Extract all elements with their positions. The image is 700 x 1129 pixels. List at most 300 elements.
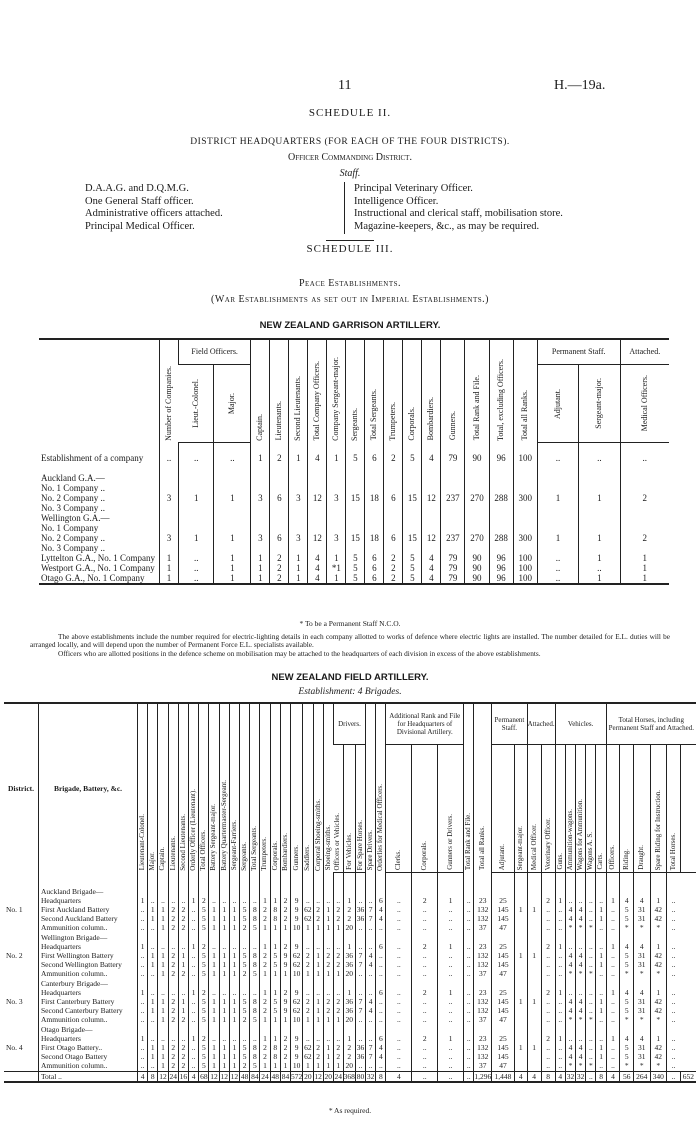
table-cell: 1 (158, 1015, 168, 1024)
row-label: Otago G.A., No. 1 Company (39, 573, 160, 584)
table-cell (270, 543, 289, 553)
column-header (303, 703, 313, 873)
district-cell (4, 933, 39, 942)
table-cell: .. (179, 443, 214, 473)
table-cell: .. (138, 905, 148, 914)
table-cell: 1 (179, 533, 214, 543)
table-cell: 5 (346, 563, 365, 573)
column-header (160, 339, 179, 443)
table-cell (666, 1025, 680, 1034)
table-cell: 2 (541, 942, 555, 951)
table-cell: 4 (620, 942, 634, 951)
table-cell (160, 503, 179, 513)
table-cell (289, 513, 308, 523)
table-cell: 1 (303, 1061, 313, 1071)
table-cell: 288 (489, 533, 513, 543)
table-cell: 4 (376, 1043, 386, 1052)
table-cell: .. (138, 1006, 148, 1015)
column-header-label: Clerks. (394, 849, 403, 870)
table-cell (465, 513, 489, 523)
table-cell (412, 933, 438, 942)
table-cell (514, 988, 527, 997)
district-cell (4, 942, 39, 951)
total-label: Total .. (39, 1071, 138, 1082)
table-cell (514, 1052, 527, 1061)
table-cell: 145 (492, 905, 515, 914)
table-cell (376, 933, 386, 942)
district-cell (4, 1071, 39, 1082)
table-cell: 10 (291, 1015, 303, 1024)
table-cell: .. (596, 988, 606, 997)
table-cell (386, 873, 412, 896)
table-cell: 1 (158, 969, 168, 978)
table-cell: 2 (168, 951, 178, 960)
table-cell: .. (366, 1061, 376, 1071)
table-cell: .. (189, 914, 199, 923)
table-cell (343, 979, 355, 988)
table-cell: 1 (260, 1015, 270, 1024)
table-cell: 1 (214, 563, 251, 573)
table-cell (489, 513, 513, 523)
column-header (565, 745, 575, 873)
table-cell: 1 (251, 573, 270, 584)
table-cell (289, 473, 308, 483)
table-cell: .. (586, 960, 596, 969)
table-cell: .. (138, 1015, 148, 1024)
column-header (634, 745, 650, 873)
table-cell: .. (541, 960, 555, 969)
table-cell: 6 (376, 988, 386, 997)
table-cell: 4 (565, 960, 575, 969)
column-header-label: Battery Sergeant-major. (209, 803, 218, 871)
table-cell (513, 473, 537, 483)
table-cell (441, 483, 465, 493)
table-cell: .. (333, 988, 343, 997)
table-cell (160, 543, 179, 553)
total-cell: 20 (324, 1071, 333, 1081)
table-cell: 9 (291, 905, 303, 914)
table-cell: .. (555, 969, 565, 978)
table-cell: .. (464, 1015, 474, 1024)
table-cell: 37 (474, 969, 492, 978)
table-cell: 2 (199, 942, 209, 951)
table-cell (365, 503, 384, 513)
table-cell (527, 942, 541, 951)
table-cell: .. (229, 942, 239, 951)
district-cell (4, 1052, 39, 1061)
table-cell: .. (178, 1034, 188, 1043)
table-cell: .. (138, 960, 148, 969)
column-header-label: Number of Companies. (164, 365, 173, 441)
table-cell: .. (606, 1052, 620, 1061)
total-cell: 32 (566, 1071, 575, 1081)
table-cell: 8 (270, 1052, 280, 1061)
row-label: No. 1 Company (41, 522, 99, 533)
table-cell: .. (240, 896, 250, 905)
table-cell (513, 543, 537, 553)
table-cell: .. (606, 923, 620, 932)
table-cell: .. (666, 988, 680, 997)
table-cell (333, 873, 343, 896)
table-cell: 1 (313, 960, 323, 969)
table-cell: 1 (537, 493, 578, 503)
table-cell: 2 (260, 914, 270, 923)
table-cell: .. (464, 942, 474, 951)
table-cell (422, 513, 441, 523)
column-header-label: Riding. (622, 849, 631, 870)
table-cell: 90 (465, 563, 489, 573)
table-cell: 23 (474, 1034, 492, 1043)
column-header-label: Total, excluding Officers. (496, 358, 506, 441)
table-cell: 1 (158, 914, 168, 923)
table-cell: 1 (158, 905, 168, 914)
table-cell (386, 1025, 412, 1034)
table-cell: .. (464, 896, 474, 905)
table-cell: .. (555, 1052, 565, 1061)
column-header-label: Major. (148, 852, 157, 871)
column-header (620, 745, 634, 873)
table-cell: 5 (620, 960, 634, 969)
table-cell: 36 (356, 914, 365, 924)
table-cell (555, 1025, 565, 1034)
column-header (168, 703, 178, 873)
table-cell: 1 (214, 533, 251, 543)
table-cell (179, 503, 214, 513)
table-cell: .. (606, 969, 620, 978)
table-cell: .. (376, 951, 386, 960)
table-cell: .. (219, 896, 229, 905)
table-cell: 1 (323, 914, 333, 923)
table-cell: * (650, 1061, 666, 1071)
table-cell: 1 (178, 960, 188, 969)
table-cell (313, 1025, 323, 1034)
table-cell: 1 (138, 988, 148, 997)
table-cell: 36 (356, 904, 365, 914)
table-cell: 1 (343, 942, 355, 951)
table-cell (620, 543, 669, 553)
column-header-label: Total Officers. (199, 829, 208, 871)
table-cell: 1 (178, 951, 188, 960)
garrison-note-1: The above establishments include the number required for electric-lighting details in each company allotted to works of defence where electric lights are installed. The number detailed for E.L. duties will be arranged locally, and will depend upon the number of Permanent Force E.L. specialists available. (30, 632, 670, 650)
table-cell: .. (386, 1043, 412, 1052)
table-cell: 62 (291, 951, 303, 960)
table-cell: * (565, 1061, 575, 1071)
table-cell: 15 (346, 533, 365, 543)
table-cell: 1 (229, 905, 239, 914)
table-cell: 1 (260, 942, 270, 951)
table-cell: .. (250, 988, 260, 997)
table-cell: 145 (492, 997, 515, 1006)
column-header-label: Carts. (596, 853, 605, 870)
table-cell: .. (606, 1061, 620, 1071)
table-row (4, 933, 696, 942)
table-cell: 1 (260, 896, 270, 905)
table-cell (346, 543, 365, 553)
table-cell (634, 873, 650, 896)
table-cell: 1 (323, 1061, 333, 1071)
column-header (489, 339, 513, 443)
total-row (4, 1071, 696, 1082)
table-cell (634, 933, 650, 942)
table-cell (464, 979, 474, 988)
table-cell: 1 (209, 923, 219, 932)
column-header (586, 745, 596, 873)
table-row (4, 1034, 696, 1043)
table-cell: 2 (199, 988, 209, 997)
table-cell: .. (412, 1015, 438, 1024)
table-cell: 79 (441, 563, 465, 573)
table-cell: .. (464, 1061, 474, 1071)
table-cell: .. (323, 988, 333, 997)
table-cell: 1 (214, 493, 251, 503)
column-header (555, 745, 565, 873)
table-cell: .. (666, 969, 680, 978)
total-cell: .. (586, 1071, 596, 1082)
table-cell: 4 (620, 988, 634, 997)
table-cell: * (650, 1015, 666, 1024)
table-cell: 6 (365, 553, 384, 563)
total-cell: 24 (169, 1071, 177, 1081)
total-cell: 1,448 (492, 1071, 515, 1082)
table-cell: .. (138, 1043, 148, 1052)
table-cell: 2 (412, 988, 438, 997)
table-cell: 6 (270, 533, 289, 543)
table-cell: 1 (323, 923, 333, 932)
total-cell: 368 (343, 1071, 355, 1081)
table-row (4, 988, 696, 997)
table-cell: 1 (148, 1052, 158, 1061)
table-cell: 2 (168, 1061, 178, 1071)
table-cell: 3 (289, 493, 308, 503)
table-cell: 1 (596, 951, 606, 960)
table-cell (214, 473, 251, 483)
table-cell: 8 (270, 905, 280, 914)
table-cell (199, 873, 209, 896)
table-cell: 1 (596, 914, 606, 923)
table-cell: 1 (514, 905, 527, 914)
table-cell: 20 (343, 1061, 355, 1071)
total-cell: 24 (261, 1071, 269, 1081)
table-cell (148, 979, 158, 988)
table-cell (280, 979, 290, 988)
table-row (39, 483, 669, 493)
column-header-label: Officers. (608, 845, 617, 870)
table-cell: 1 (438, 896, 464, 905)
table-cell: 5 (199, 1052, 209, 1061)
table-cell: 62 (304, 1042, 312, 1052)
table-cell: 4 (308, 563, 327, 573)
table-cell: .. (160, 443, 179, 473)
table-cell: 4 (422, 553, 441, 563)
table-cell: .. (240, 1034, 250, 1043)
table-cell: .. (219, 988, 229, 997)
table-cell: 1 (160, 553, 179, 563)
table-cell (313, 873, 323, 896)
table-cell: 5 (250, 969, 260, 978)
table-cell: .. (438, 914, 464, 923)
table-cell: 1 (219, 997, 229, 1006)
table-cell: .. (412, 997, 438, 1006)
table-cell: .. (158, 942, 168, 951)
table-cell: 1 (555, 896, 565, 905)
table-cell: 2 (343, 905, 355, 914)
table-cell: 8 (250, 905, 260, 914)
table-cell: .. (555, 914, 565, 923)
column-header (438, 745, 464, 873)
table-cell (291, 933, 303, 942)
table-cell: .. (596, 923, 606, 932)
table-cell: 2 (168, 960, 178, 969)
table-cell (355, 979, 365, 988)
table-cell: .. (376, 1015, 386, 1024)
table-cell: 8 (250, 997, 260, 1006)
table-cell (179, 473, 214, 483)
column-header (209, 703, 219, 873)
table-cell: .. (386, 923, 412, 932)
table-cell (474, 979, 492, 988)
table-cell (586, 1025, 596, 1034)
table-cell: .. (596, 1015, 606, 1024)
table-cell: 1 (138, 896, 148, 905)
table-cell (465, 503, 489, 513)
table-cell: 1 (270, 969, 280, 978)
table-cell: 2 (620, 493, 669, 503)
column-header-label: Total Company Officers. (312, 361, 322, 441)
table-row (39, 553, 669, 563)
table-cell: .. (438, 1052, 464, 1061)
total-cell: 32 (366, 1071, 375, 1081)
table-cell: 47 (492, 1015, 515, 1024)
table-cell: .. (333, 1034, 343, 1043)
table-cell: 9 (280, 1006, 290, 1015)
district-cell: No. 4 (6, 1042, 23, 1052)
table-cell: .. (386, 1015, 412, 1024)
table-cell: 8 (250, 1052, 260, 1061)
column-header-label: Gunners. (292, 845, 301, 871)
table-cell: .. (189, 1052, 199, 1061)
column-header-label: Guns. (555, 853, 564, 870)
table-cell: 1 (343, 896, 355, 905)
district-cell (4, 979, 39, 988)
table-cell (492, 979, 515, 988)
column-header (620, 365, 669, 443)
table-cell (366, 1025, 376, 1034)
table-cell: 6 (384, 493, 403, 503)
table-cell: .. (148, 1015, 158, 1024)
table-cell (323, 1025, 333, 1034)
table-cell: 4 (576, 997, 586, 1006)
field-officers-group-header: Field Officers. (179, 339, 251, 365)
table-cell: 5 (199, 914, 209, 923)
table-cell: 1 (650, 942, 666, 951)
table-cell: .. (386, 896, 412, 905)
staff-divider (344, 182, 345, 234)
table-cell: 1 (327, 443, 346, 473)
table-cell: 4 (576, 1043, 586, 1052)
table-cell (260, 1025, 270, 1034)
table-cell: .. (666, 951, 680, 960)
row-label: Otago Brigade— (39, 1025, 138, 1034)
table-cell: 96 (489, 443, 513, 473)
table-cell: 2 (412, 942, 438, 951)
table-cell (606, 933, 620, 942)
table-cell (514, 979, 527, 988)
table-cell (209, 1025, 219, 1034)
table-cell (403, 513, 422, 523)
table-cell: 37 (474, 1015, 492, 1024)
column-header-label: Medical Officers. (639, 375, 649, 432)
row-label: First Otago Battery.. (39, 1043, 138, 1052)
table-cell: 2 (260, 997, 270, 1006)
table-cell: 1 (527, 997, 541, 1006)
table-cell: 42 (650, 1043, 666, 1052)
table-cell (365, 473, 384, 483)
table-cell (412, 873, 438, 896)
column-header (158, 703, 168, 873)
column-header-label: Total Rank and File. (464, 813, 473, 871)
table-cell (260, 873, 270, 896)
table-cell: 1 (596, 960, 606, 969)
table-cell (251, 543, 270, 553)
table-cell (199, 933, 209, 942)
table-cell (179, 543, 214, 553)
table-cell: 2 (313, 905, 323, 914)
column-header-label: Captain. (158, 846, 167, 871)
table-cell: .. (537, 553, 578, 563)
table-cell: .. (606, 1015, 620, 1024)
table-cell (158, 979, 168, 988)
table-cell (355, 1025, 365, 1034)
table-cell (514, 960, 527, 969)
table-cell: 42 (650, 951, 666, 960)
table-cell: 4 (576, 951, 586, 960)
table-cell (365, 543, 384, 553)
table-cell: 7 (355, 1006, 365, 1015)
table-cell: 4 (422, 563, 441, 573)
table-cell (303, 1025, 313, 1034)
table-cell: 37 (474, 923, 492, 932)
row-label: Headquarters (39, 896, 138, 905)
table-cell: 1 (596, 1006, 606, 1015)
table-cell: 36 (356, 1042, 365, 1052)
table-cell: 25 (492, 988, 515, 997)
table-row (39, 493, 669, 503)
table-cell (365, 513, 384, 523)
table-cell (438, 1025, 464, 1034)
row-label: First Canterbury Battery (39, 997, 138, 1006)
row-label: No. 1 Company .. (41, 482, 105, 493)
column-header-label: Total Rank and File. (472, 375, 482, 441)
table-cell (308, 543, 327, 553)
table-cell: 5 (199, 1061, 209, 1071)
column-header-label: Trumpeters. (260, 836, 269, 871)
table-cell: 12 (308, 533, 327, 543)
table-cell: 5 (199, 923, 209, 932)
table-cell (596, 933, 606, 942)
staff-item: Intelligence Officer. (354, 195, 439, 207)
table-cell: 12 (422, 493, 441, 503)
table-cell: * (620, 923, 634, 932)
table-cell (214, 543, 251, 553)
table-cell (438, 933, 464, 942)
table-cell (323, 979, 333, 988)
table-cell: 1 (313, 923, 323, 932)
table-cell (666, 933, 680, 942)
table-cell: 1 (148, 1006, 158, 1015)
table-cell: .. (355, 1061, 365, 1071)
table-cell: 132 (474, 1052, 492, 1061)
table-cell: .. (541, 1052, 555, 1061)
